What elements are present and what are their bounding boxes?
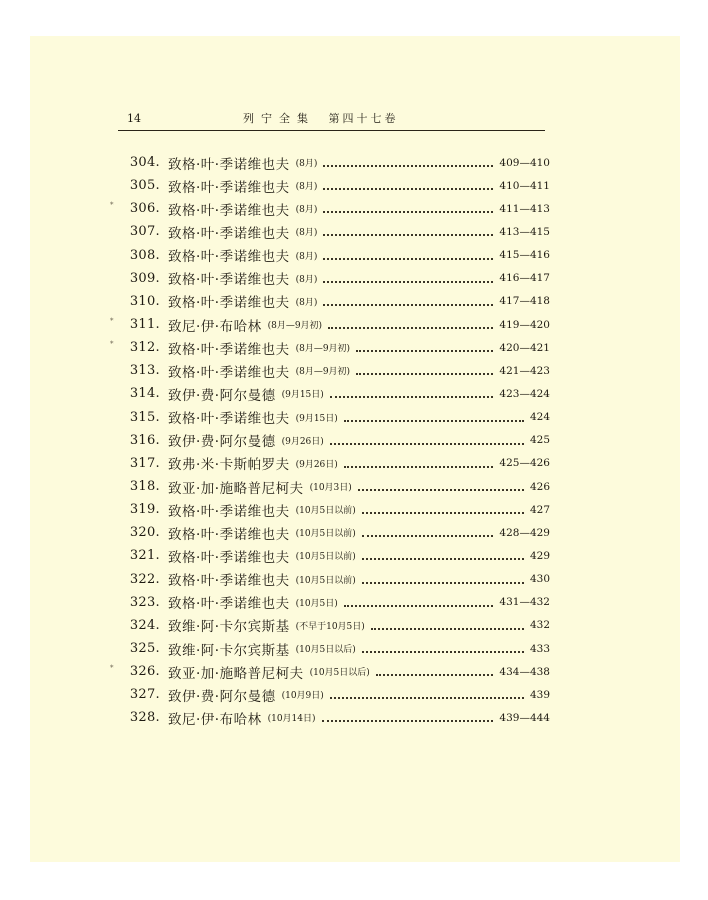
entry-number: 325. <box>129 641 160 657</box>
toc-entry <box>110 382 550 405</box>
asterisk-mark: * <box>110 201 114 210</box>
toc-entry <box>110 151 550 174</box>
toc-entry <box>110 220 550 243</box>
toc-entry <box>110 359 550 382</box>
dot-leader <box>376 673 494 676</box>
entry-date: (10月14日) <box>267 714 316 725</box>
toc-entry <box>110 313 550 336</box>
entry-number: 312. <box>129 340 160 356</box>
entry-pages: 432 <box>529 619 550 632</box>
entry-title: 致伊·费·阿尔曼德 <box>168 434 276 451</box>
entry-date: (10月5日以前) <box>295 575 356 586</box>
entry-number: 319. <box>129 502 160 518</box>
dot-leader <box>330 442 524 445</box>
entry-title: 致格·叶·季诺维也夫 <box>168 272 290 289</box>
entry-pages: 430 <box>529 573 550 586</box>
entry-title: 致格·叶·季诺维也夫 <box>168 573 290 590</box>
asterisk-mark: * <box>110 664 114 673</box>
entry-title: 致格·叶·季诺维也夫 <box>168 179 290 196</box>
entry-number: 327. <box>129 687 160 703</box>
dot-leader <box>323 210 493 213</box>
entry-date: (9月15日) <box>295 413 338 424</box>
entry-pages: 420—421 <box>499 341 550 354</box>
entry-pages: 409—410 <box>499 156 550 169</box>
toc-entry <box>110 406 550 429</box>
toc-entry <box>110 706 550 729</box>
running-title <box>243 112 399 126</box>
page-number: 14 <box>127 112 141 125</box>
entry-date: (9月15日) <box>281 390 324 401</box>
entry-pages: 417—418 <box>499 295 550 308</box>
entry-number: 324. <box>129 617 160 633</box>
entry-date: (8月) <box>295 182 318 193</box>
toc-entry <box>110 267 550 290</box>
entry-title: 致格·叶·季诺维也夫 <box>168 549 290 566</box>
toc-entry <box>110 683 550 706</box>
entry-title: 致尼·伊·布哈林 <box>168 711 262 728</box>
entry-date: (不早于10月5日) <box>295 621 365 632</box>
entry-pages: 413—415 <box>499 225 550 238</box>
toc-entry <box>110 637 550 660</box>
entry-pages: 411—413 <box>499 202 550 215</box>
dot-leader <box>356 349 493 352</box>
entry-date: (9月26日) <box>295 459 338 470</box>
entry-pages: 424 <box>529 411 550 424</box>
dot-leader <box>362 650 524 653</box>
entry-title: 致格·叶·季诺维也夫 <box>168 364 290 381</box>
entry-number: 314. <box>129 386 160 402</box>
entry-date: (10月3日) <box>309 483 352 494</box>
toc-entry <box>110 197 550 220</box>
entry-title: 致格·叶·季诺维也夫 <box>168 526 290 543</box>
entry-pages: 429 <box>529 549 550 562</box>
entry-number: 321. <box>129 548 160 564</box>
entry-date: (8月—9月初) <box>295 344 351 355</box>
toc-entry <box>110 568 550 591</box>
toc-entry <box>110 475 550 498</box>
dot-leader <box>330 696 524 699</box>
entry-number: 307. <box>129 224 160 240</box>
toc-entry <box>110 452 550 475</box>
entry-pages: 416—417 <box>499 272 550 285</box>
entry-date: (8月—9月初) <box>267 321 323 332</box>
dot-leader <box>344 419 524 422</box>
toc-entry <box>110 614 550 637</box>
dot-leader <box>344 465 494 468</box>
dot-leader <box>371 627 524 630</box>
entry-number: 306. <box>129 201 160 217</box>
dot-leader <box>322 719 494 722</box>
entry-number: 323. <box>129 594 160 610</box>
dot-leader <box>323 303 493 306</box>
entry-date: (9月26日) <box>281 436 324 447</box>
dot-leader <box>323 233 493 236</box>
toc-entry <box>110 521 550 544</box>
entry-number: 318. <box>129 479 160 495</box>
entry-title: 致弗·米·卡斯帕罗夫 <box>168 457 290 474</box>
dot-leader <box>362 511 524 514</box>
entry-number: 317. <box>129 455 160 471</box>
entry-pages: 423—424 <box>499 387 550 400</box>
entry-number: 305. <box>129 178 160 194</box>
entry-pages: 426 <box>529 480 550 493</box>
toc-entry <box>110 244 550 267</box>
volume-title: 第四十七卷 <box>328 112 399 125</box>
entry-title: 致格·叶·季诺维也夫 <box>168 411 290 428</box>
toc-entry <box>110 544 550 567</box>
entry-title: 致格·叶·季诺维也夫 <box>168 295 290 312</box>
dot-leader <box>356 372 493 375</box>
entry-date: (8月) <box>295 205 318 216</box>
toc-entry <box>110 591 550 614</box>
entry-number: 326. <box>129 664 160 680</box>
entry-date: (10月5日以前) <box>295 529 356 540</box>
dot-leader <box>330 395 494 398</box>
entry-pages: 428—429 <box>499 526 550 539</box>
entry-title: 致维·阿·卡尔宾斯基 <box>168 642 290 659</box>
entry-number: 309. <box>129 270 160 286</box>
entry-pages: 419—420 <box>499 318 550 331</box>
entry-date: (8月) <box>295 159 318 170</box>
entry-pages: 431—432 <box>499 596 550 609</box>
entry-pages: 425 <box>529 434 550 447</box>
toc-entry <box>110 429 550 452</box>
entry-title: 致格·叶·季诺维也夫 <box>168 156 290 173</box>
entry-number: 308. <box>129 247 160 263</box>
entry-title: 致格·叶·季诺维也夫 <box>168 249 290 266</box>
entry-pages: 439—444 <box>499 711 550 724</box>
entry-date: (10月5日以前) <box>295 552 356 563</box>
entry-title: 致格·叶·季诺维也夫 <box>168 202 290 219</box>
entry-title: 致伊·费·阿尔曼德 <box>168 387 276 404</box>
dot-leader <box>362 581 524 584</box>
dot-leader <box>323 164 493 167</box>
toc-entry <box>110 290 550 313</box>
dot-leader <box>328 326 493 329</box>
entry-date: (8月) <box>295 251 318 262</box>
entry-title: 致尼·伊·布哈林 <box>168 318 262 335</box>
dot-leader <box>323 257 493 260</box>
dot-leader <box>344 604 494 607</box>
entry-date: (8月) <box>295 297 318 308</box>
entry-number: 316. <box>129 432 160 448</box>
entry-number: 313. <box>129 363 160 379</box>
dot-leader <box>323 280 493 283</box>
asterisk-mark: * <box>110 316 114 325</box>
entry-pages: 439 <box>529 688 550 701</box>
toc-entry <box>110 174 550 197</box>
entry-pages: 434—438 <box>499 665 550 678</box>
entry-pages: 410—411 <box>499 179 550 192</box>
entry-pages: 415—416 <box>499 249 550 262</box>
running-header <box>118 112 545 131</box>
entry-pages: 425—426 <box>499 457 550 470</box>
dot-leader <box>358 488 524 491</box>
toc-entry <box>110 498 550 521</box>
entry-date: (10月5日以前) <box>295 506 356 517</box>
asterisk-mark: * <box>110 340 114 349</box>
entry-title: 致格·叶·季诺维也夫 <box>168 225 290 242</box>
entry-pages: 433 <box>529 642 550 655</box>
entry-pages: 421—423 <box>499 364 550 377</box>
entry-pages: 427 <box>529 503 550 516</box>
entry-date: (10月5日以后) <box>309 668 370 679</box>
entry-date: (10月9日) <box>281 691 324 702</box>
entry-number: 328. <box>129 710 160 726</box>
toc-entry <box>110 336 550 359</box>
entry-title: 致格·叶·季诺维也夫 <box>168 596 290 613</box>
entry-number: 310. <box>129 293 160 309</box>
entry-number: 304. <box>129 155 160 171</box>
entry-date: (8月) <box>295 274 318 285</box>
book-title: 列宁全集 <box>243 112 315 125</box>
entry-date: (10月5日) <box>295 598 338 609</box>
dot-leader <box>362 557 524 560</box>
entry-title: 致伊·费·阿尔曼德 <box>168 688 276 705</box>
entry-date: (8月) <box>295 228 318 239</box>
toc-entry <box>110 660 550 683</box>
entry-title: 致维·阿·卡尔宾斯基 <box>168 619 290 636</box>
entry-date: (10月5日以后) <box>295 645 356 656</box>
table-of-contents <box>110 151 550 730</box>
entry-number: 320. <box>129 525 160 541</box>
entry-title: 致格·叶·季诺维也夫 <box>168 341 290 358</box>
dot-leader <box>362 534 494 537</box>
entry-date: (8月—9月初) <box>295 367 351 378</box>
entry-title: 致亚·加·施略普尼柯夫 <box>168 480 304 497</box>
dot-leader <box>323 187 493 190</box>
entry-title: 致亚·加·施略普尼柯夫 <box>168 665 304 682</box>
entry-title: 致格·叶·季诺维也夫 <box>168 503 290 520</box>
entry-number: 322. <box>129 571 160 587</box>
entry-number: 311. <box>129 317 160 333</box>
entry-number: 315. <box>129 409 160 425</box>
